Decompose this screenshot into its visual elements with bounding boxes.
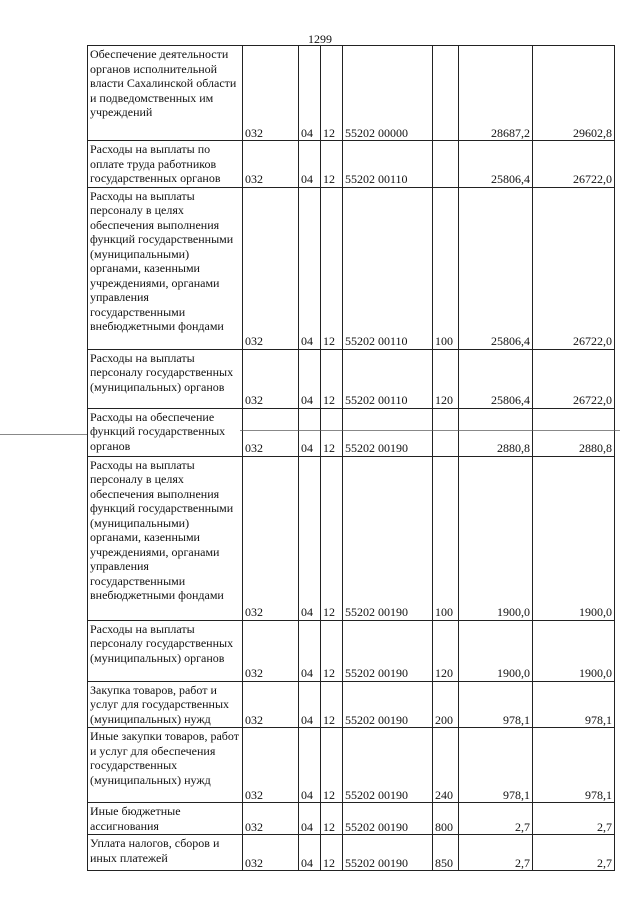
section-code: 04 <box>301 393 313 407</box>
amount-year-2-cell <box>533 141 615 188</box>
section-code: 04 <box>301 125 313 140</box>
subsection-code-cell <box>321 681 343 728</box>
subsection-code: 12 <box>323 393 335 407</box>
section-code-cell <box>299 681 321 728</box>
target-item-code-cell <box>343 620 433 681</box>
row-name-cell <box>88 349 243 408</box>
subsection-code-cell <box>321 728 343 803</box>
target-item-code-cell <box>343 803 433 835</box>
admin-code: 032 <box>245 712 263 727</box>
target-item-code: 55202 00190 <box>345 712 408 727</box>
row-name: Расходы на выплаты персоналу в целях обеспечения выполнения функций государственными (муниципальными) органами, казенными учреждениями, органами управления государственными внебюджетными фондами <box>90 188 234 333</box>
subsection-code-cell <box>321 456 343 620</box>
page-number: 1299 <box>308 32 332 46</box>
amount-year-1-cell <box>459 141 533 188</box>
target-item-code: 55202 00190 <box>345 819 408 834</box>
expense-type-code: 120 <box>435 666 453 680</box>
subsection-code-cell <box>321 408 343 456</box>
expense-type-code-cell <box>433 803 459 835</box>
amount-year-2: 2,7 <box>597 855 612 870</box>
amount-year-1-cell <box>459 187 533 349</box>
amount-year-2-cell <box>533 803 615 835</box>
subsection-code: 12 <box>323 172 335 186</box>
amount-year-1: 28687,2 <box>491 125 530 140</box>
table-row <box>88 141 615 188</box>
row-name-cell <box>88 456 243 620</box>
target-item-code: 55202 00190 <box>345 855 408 870</box>
admin-code-cell <box>243 803 299 835</box>
amount-year-2-cell <box>533 835 615 871</box>
amount-year-2: 1900,0 <box>579 605 612 619</box>
row-name-cell <box>88 620 243 681</box>
row-name-cell <box>88 187 243 349</box>
amount-year-1-cell <box>459 620 533 681</box>
section-code: 04 <box>301 666 313 680</box>
admin-code: 032 <box>245 666 263 680</box>
amount-year-2-cell <box>533 46 615 141</box>
expense-type-code: 100 <box>435 605 453 619</box>
target-item-code-cell <box>343 728 433 803</box>
amount-year-1: 2,7 <box>515 819 530 834</box>
table-row <box>88 456 615 620</box>
row-name: Иные бюджетные ассигнования <box>90 804 181 833</box>
expense-type-code-cell <box>433 835 459 871</box>
amount-year-1: 2880,8 <box>497 441 530 455</box>
admin-code-cell <box>243 835 299 871</box>
target-item-code-cell <box>343 681 433 728</box>
admin-code-cell <box>243 620 299 681</box>
target-item-code-cell <box>343 456 433 620</box>
target-item-code-cell <box>343 46 433 141</box>
admin-code-cell <box>243 408 299 456</box>
table-row <box>88 835 615 871</box>
table-row <box>88 803 615 835</box>
amount-year-2-cell <box>533 187 615 349</box>
row-name: Обеспечение деятельности органов исполнительной власти Сахалинской области и подведомственных им учреждений <box>90 47 237 119</box>
amount-year-1-cell <box>459 408 533 456</box>
subsection-code: 12 <box>323 855 335 870</box>
table-row <box>88 408 615 456</box>
subsection-code-cell <box>321 835 343 871</box>
subsection-code: 12 <box>323 787 335 802</box>
section-code: 04 <box>301 712 313 727</box>
subsection-code: 12 <box>323 441 335 455</box>
target-item-code: 55202 00110 <box>345 334 408 348</box>
row-name-cell <box>88 835 243 871</box>
subsection-code: 12 <box>323 125 335 140</box>
amount-year-1: 2,7 <box>515 855 530 870</box>
table-row <box>88 681 615 728</box>
row-name-cell <box>88 408 243 456</box>
row-name: Расходы на выплаты персоналу государственных (муниципальных) органов <box>90 621 234 665</box>
row-name: Расходы на выплаты персоналу в целях обеспечения выполнения функций государственными (муниципальными) органами, казенными учреждениями, органами управления государственными внебюджетными фондами <box>90 457 234 602</box>
amount-year-2-cell <box>533 349 615 408</box>
amount-year-2: 29602,8 <box>573 125 612 140</box>
target-item-code-cell <box>343 349 433 408</box>
row-name-cell <box>88 46 243 141</box>
admin-code: 032 <box>245 787 263 802</box>
amount-year-2: 1900,0 <box>579 666 612 680</box>
amount-year-2-cell <box>533 408 615 456</box>
table-row <box>88 46 615 141</box>
amount-year-1-cell <box>459 46 533 141</box>
table-row <box>88 187 615 349</box>
admin-code: 032 <box>245 819 263 834</box>
subsection-code: 12 <box>323 819 335 834</box>
row-name: Расходы на обеспечение функций государственных органов <box>90 409 226 453</box>
section-code: 04 <box>301 172 313 186</box>
amount-year-2-cell <box>533 728 615 803</box>
target-item-code: 55202 00000 <box>345 125 408 140</box>
row-name: Расходы на выплаты по оплате труда работников государственных органов <box>90 142 221 185</box>
section-code-cell <box>299 141 321 188</box>
target-item-code-cell <box>343 408 433 456</box>
section-code-cell <box>299 620 321 681</box>
amount-year-1-cell <box>459 835 533 871</box>
target-item-code: 55202 00190 <box>345 605 408 619</box>
amount-year-2-cell <box>533 620 615 681</box>
subsection-code: 12 <box>323 334 335 348</box>
subsection-code-cell <box>321 803 343 835</box>
subsection-code: 12 <box>323 666 335 680</box>
amount-year-1-cell <box>459 803 533 835</box>
amount-year-1-cell <box>459 728 533 803</box>
section-code-cell <box>299 728 321 803</box>
admin-code-cell <box>243 681 299 728</box>
amount-year-1-cell <box>459 349 533 408</box>
expense-type-code: 120 <box>435 393 453 407</box>
table-row <box>88 728 615 803</box>
admin-code: 032 <box>245 393 263 407</box>
amount-year-1: 1900,0 <box>497 605 530 619</box>
admin-code: 032 <box>245 172 263 186</box>
target-item-code-cell <box>343 141 433 188</box>
amount-year-1: 1900,0 <box>497 666 530 680</box>
amount-year-2: 26722,0 <box>573 393 612 407</box>
amount-year-1: 25806,4 <box>491 393 530 407</box>
subsection-code-cell <box>321 46 343 141</box>
amount-year-2: 978,1 <box>585 712 612 727</box>
section-code: 04 <box>301 855 313 870</box>
amount-year-2-cell <box>533 681 615 728</box>
row-name-cell <box>88 803 243 835</box>
admin-code-cell <box>243 141 299 188</box>
section-code-cell <box>299 46 321 141</box>
scan-artifact-line <box>240 430 620 431</box>
expense-type-code-cell <box>433 141 459 188</box>
amount-year-1-cell <box>459 681 533 728</box>
target-item-code: 55202 00110 <box>345 393 408 407</box>
amount-year-1: 25806,4 <box>491 172 530 186</box>
expense-type-code: 850 <box>435 855 453 870</box>
amount-year-2: 2,7 <box>597 819 612 834</box>
amount-year-1: 978,1 <box>503 787 530 802</box>
admin-code-cell <box>243 728 299 803</box>
amount-year-2: 2880,8 <box>579 441 612 455</box>
admin-code-cell <box>243 46 299 141</box>
table-row <box>88 620 615 681</box>
admin-code-cell <box>243 349 299 408</box>
subsection-code-cell <box>321 620 343 681</box>
row-name-cell <box>88 728 243 803</box>
row-name-cell <box>88 141 243 188</box>
target-item-code: 55202 00190 <box>345 666 408 680</box>
row-name: Закупка товаров, работ и услуг для государственных (муниципальных) нужд <box>90 682 230 726</box>
expense-type-code-cell <box>433 408 459 456</box>
row-name: Расходы на выплаты персоналу государственных (муниципальных) органов <box>90 350 234 394</box>
row-name-cell <box>88 681 243 728</box>
section-code: 04 <box>301 787 313 802</box>
admin-code: 032 <box>245 441 263 455</box>
row-name: Иные закупки товаров, работ и услуг для обеспечения государственных (муниципальных) нужд <box>90 729 239 787</box>
section-code: 04 <box>301 605 313 619</box>
subsection-code-cell <box>321 141 343 188</box>
amount-year-2: 26722,0 <box>573 334 612 348</box>
section-code-cell <box>299 456 321 620</box>
target-item-code: 55202 00110 <box>345 172 408 186</box>
section-code: 04 <box>301 334 313 348</box>
expense-type-code: 200 <box>435 712 453 727</box>
admin-code-cell <box>243 456 299 620</box>
admin-code: 032 <box>245 334 263 348</box>
admin-code: 032 <box>245 855 263 870</box>
scan-artifact-line <box>0 434 87 435</box>
expense-type-code-cell <box>433 456 459 620</box>
amount-year-1: 978,1 <box>503 712 530 727</box>
section-code-cell <box>299 349 321 408</box>
subsection-code: 12 <box>323 712 335 727</box>
expense-type-code-cell <box>433 620 459 681</box>
table-row <box>88 349 615 408</box>
subsection-code-cell <box>321 187 343 349</box>
amount-year-2: 978,1 <box>585 787 612 802</box>
section-code-cell <box>299 187 321 349</box>
expense-type-code: 240 <box>435 787 453 802</box>
expense-type-code-cell <box>433 46 459 141</box>
amount-year-1: 25806,4 <box>491 334 530 348</box>
target-item-code: 55202 00190 <box>345 787 408 802</box>
target-item-code: 55202 00190 <box>345 441 408 455</box>
subsection-code-cell <box>321 349 343 408</box>
expense-type-code-cell <box>433 187 459 349</box>
expense-type-code-cell <box>433 349 459 408</box>
section-code-cell <box>299 408 321 456</box>
expense-type-code: 800 <box>435 819 453 834</box>
budget-table <box>87 45 615 871</box>
subsection-code: 12 <box>323 605 335 619</box>
section-code-cell <box>299 803 321 835</box>
amount-year-1-cell <box>459 456 533 620</box>
admin-code: 032 <box>245 605 263 619</box>
expense-type-code: 100 <box>435 334 453 348</box>
expense-type-code-cell <box>433 681 459 728</box>
section-code: 04 <box>301 819 313 834</box>
target-item-code-cell <box>343 835 433 871</box>
admin-code: 032 <box>245 125 263 140</box>
amount-year-2-cell <box>533 456 615 620</box>
row-name: Уплата налогов, сборов и иных платежей <box>90 836 220 865</box>
section-code-cell <box>299 835 321 871</box>
expense-type-code-cell <box>433 728 459 803</box>
admin-code-cell <box>243 187 299 349</box>
section-code: 04 <box>301 441 313 455</box>
target-item-code-cell <box>343 187 433 349</box>
amount-year-2: 26722,0 <box>573 172 612 186</box>
